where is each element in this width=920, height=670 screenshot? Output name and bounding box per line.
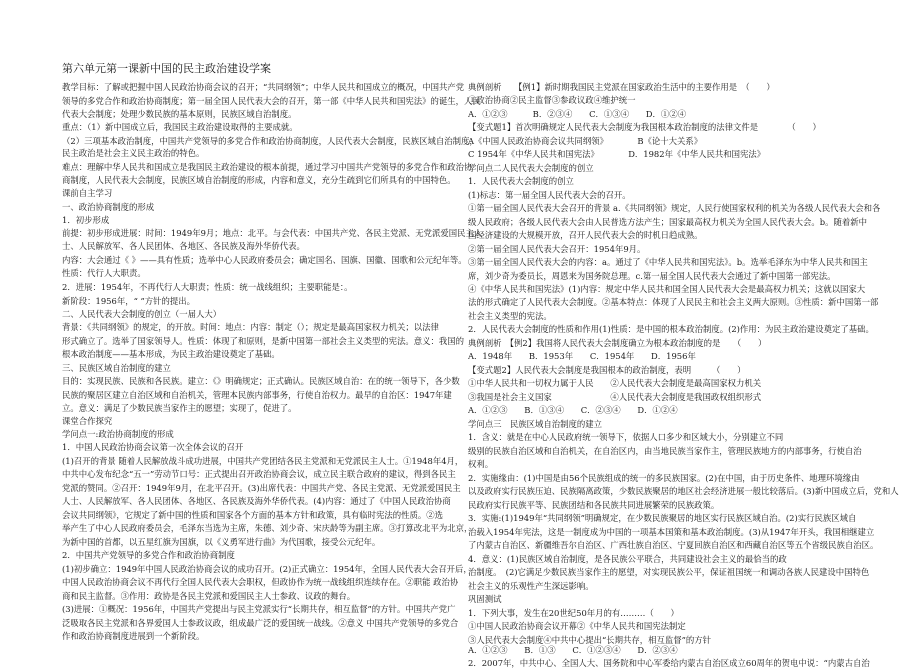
text-line: 形式确立了。选举了国家领导人。性质：体现了和原则，是新中国第一部社会主义类型的宪法。意义：我国的 bbox=[62, 336, 464, 346]
text-line: 2．中国共产党领导的多党合作和政治协商制度 bbox=[62, 550, 235, 560]
text-line: 典例剖析 【例1】新时期我国民主党派在国家政治生活中的主要作用是 （ ） bbox=[468, 82, 775, 92]
text-line: 重点：（1）新中国成立后，我国民主政治建设取得的主要成就。 bbox=[62, 122, 298, 132]
text-line: ④《中华人民共和国宪法》(1)内容：规定中华人民共和国全国人民代表大会是最高权力机关；这就以国家大 bbox=[468, 284, 866, 294]
text-line: ①政治协商②民主监督③参政议政④维护统一 bbox=[468, 95, 636, 105]
text-line: 【变式题2】人民代表大会制度是我国根本的政治制度，表明 （ ） bbox=[468, 365, 746, 375]
text-line: 治载入1954年宪法，这是一制度成为中国的一项基本国策和基本政治制度。(3)从1947年开头，我国相继建立 bbox=[468, 527, 875, 537]
text-line: C 1954年《中华人民共和国宪法》 D．1982年《中华人民共和国宪法》 bbox=[468, 149, 766, 159]
text-line: 代表大会制度；处理少数民族的基本原则，民族区域自治制度。 bbox=[62, 109, 297, 119]
text-line: ①第一届全国人民代表大会召开的背景 a.《共同纲领》规定，人民行使国家权利的机关为各级人民代表大会和各 bbox=[468, 203, 881, 213]
text-line: A．①②③ B．①③ C．①②③④ D．②③④ bbox=[468, 644, 678, 655]
text-line: 国经济建设的大规模开放，召开人民代表大会的时机日趋成熟。 bbox=[468, 230, 703, 240]
text-line: 学问点二人民代表大会制度的创立 bbox=[468, 163, 594, 173]
text-line: 商制度，人民代表大会制度，民族区域自治制度的形成，内容和意义，充分生疏到它们所具有的中国特色。 bbox=[62, 175, 456, 185]
text-line: 2．人民代表大会制度的性质和作用(1)性质：是中国的根本政治制度。(2)作用：为民主政治建设奠定了基础。 bbox=[468, 324, 874, 334]
text-line: 士、人民解放军、各人民团体、各地区、各民族及海外华侨代表。 bbox=[62, 241, 305, 251]
text-line: ③我国是社会主义国家 ④人民代表大会制度是我国政权组织形式 bbox=[468, 392, 762, 402]
text-line: 席，刘少奇为委员长，周恩来为国务院总理。c.第一届全国人民代表大会通过了新中国第一部宪法。 bbox=[468, 271, 836, 281]
text-line: 中国人民政治协商会议不再代行全国人民代表大会职权，但政协作为统一战线组织连续存在。②职能 政治协 bbox=[62, 577, 459, 587]
text-line: 商和民主监督。③作用：政协是各民主党派和爱国民主人士参政、议政的舞台。 bbox=[62, 591, 356, 601]
text-line: ③人民代表大会制度④中共中心提出“长期共存，相互监督”的方针 bbox=[468, 635, 712, 645]
text-line: 4．意义：(1)民族区域自治制度，是各民族公平联合，共同建设社会主义的最恰当的政 bbox=[468, 554, 787, 564]
text-line: 以及政府实行民族压迫、民族隔离政策，少数民族聚居的地区社会经济进展一般比较落后。(3)新中国成立后，党和人 bbox=[468, 486, 899, 496]
text-line: 2．进展：1954年，不再代行人大职责；性质：统一战线组织；主要职能是：。 bbox=[62, 282, 353, 292]
text-line: 背景：《共同纲领》的规定，的开放。时间：地点：内容：制定（）；规定是最高国家权力机关；以法律 bbox=[62, 322, 439, 332]
text-line: 治制度。 (2)它满足少数民族当家作主的愿望，对实现民族公平，保证祖国统一和调动各族人民建设中国特色 bbox=[468, 567, 870, 577]
text-line: ①中国人民政治协商会议开幕②《中华人民共和国宪法制定 bbox=[468, 621, 686, 631]
text-line: 1．下列大事，发生在20世纪50年月的有………（ ） bbox=[468, 608, 679, 618]
text-line: 了内蒙古自治区、新疆维吾尔自治区、广西壮族自治区、宁夏回族自治区和西藏自治区等五个省级民族自治区。 bbox=[468, 540, 879, 550]
text-line: 社会主义的乐观性产生深远影响。 bbox=[468, 581, 594, 591]
page-title: 第六单元第一课新中国的民主政治建设学案 bbox=[62, 62, 271, 75]
text-line: 难点：理解中华人民共和国成立是我国民主政治建设的根本前提，通过学习中国共产党领导的多党合作和政治协 bbox=[62, 162, 473, 172]
text-line: 领导的多党合作和政治协商制度；第一届全国人民代表大会的召开，第一部《中华人民共和国宪法》的诞生，人民 bbox=[62, 96, 481, 106]
text-line: 学问点一:政治协商制度的形成 bbox=[62, 429, 174, 439]
text-line: 民族的聚居区建立自治区域和自治机关，管理本民族内部事务，行使自治权力。最早的自治区：1947年建 bbox=[62, 390, 452, 400]
text-line: 巩固测试 bbox=[468, 594, 502, 604]
text-line: 级人民政府；各级人民代表大会由人民普选方法产生；国家最高权力机关为全国人民代表大会。b。随着新中 bbox=[468, 217, 867, 227]
text-line: 1．人民代表大会制度的创立 bbox=[468, 176, 574, 186]
text-line: 教学目标：了解或把握中国人民政治协商会议的召开；“共同纲领”；中华人民共和国成立的概况，中国共产党 bbox=[62, 82, 465, 92]
text-line: 二、人民代表大会制度的创立（一届人大） bbox=[62, 309, 222, 319]
text-line: 2．实施缘由：(1)中国是由56个民族组成的统一的多民族国家。(2)在中国，由于历史条件、地理环境缘由 bbox=[468, 473, 860, 483]
text-line: 【变式题1】首次明确规定人民代表大会制度为我国根本政治制度的法律文件是 （ ） bbox=[468, 122, 821, 132]
text-line: 根本政治制度——基本形成，为民主政治建设奠定了基础。 bbox=[62, 349, 280, 359]
text-line: 级别的民族自治区域和自治机关，在自治区内，由当地民族当家作主，管理民族地方的内部事务，行使自治 bbox=[468, 446, 862, 456]
text-line: (1)标志：第一届全国人民代表大会的召开。 bbox=[468, 190, 631, 200]
text-line: ②第一届全国人民代表大会召开：1954年9月。 bbox=[468, 244, 646, 254]
text-line: 课堂合作探究 bbox=[62, 416, 113, 426]
text-line: 人士、人民解放军、各人民团体、各地区、各民族及海外华侨代表。(4)内容：通过了《中国人民政治协商 bbox=[62, 496, 451, 506]
text-line: 民政府实行民族平等、民族团结和各民族共同进展繁荣的民族政策。 bbox=[468, 500, 720, 510]
text-line: 作和政治协商制度进展到一个新阶段。 bbox=[62, 631, 205, 641]
text-line: 1．中国人民政治协商会议第一次全体会议的召开 bbox=[62, 442, 244, 452]
right-column bbox=[468, 0, 899, 669]
text-line: 党派的赞同。②召开：1949年9月，在北平召开。(3)出席代表：中国共产党、各民主党派、无党派爱国民主 bbox=[62, 483, 461, 493]
text-line: 为新中国的首都，以五星红旗为国旗，以《义勇军进行曲》为代国歌，接受公元纪年。 bbox=[62, 537, 381, 547]
text-line: 目的：实现民族、民族和各民族。建立：《》明确规定；正式确认。民族区域自治：在的统一领导下，各少数 bbox=[62, 376, 460, 386]
text-line: 举产生了中心人民政府委员会，毛泽东当选为主席，朱德、刘少奇、宋庆龄等为副主席。③打算改北平为北京， bbox=[62, 523, 473, 533]
text-line: A．1948年 B．1953年 C．1954年 D．1956年 bbox=[468, 351, 696, 361]
text-line: 民主政治是社会主义民主政治的特色。 bbox=[62, 148, 205, 158]
text-line: 立。意义：满足了少数民族当家作主的愿望；实现了，促进了。 bbox=[62, 403, 297, 413]
text-line: 权利。 bbox=[468, 459, 494, 469]
text-line: ③第一届全国人民代表大会的内容：a。通过了《中华人民共和国宪法》。b。选举毛泽东为中华人民共和国主 bbox=[468, 257, 868, 267]
text-line: 3．实施:(1)1949年“共同纲领”明确规定，在少数民族聚居的地区实行民族区域自治。(2)实行民族区域自 bbox=[468, 513, 857, 523]
text-line: 性质：代行人大职责。 bbox=[62, 268, 146, 278]
text-line: 中共中心发布纪念“五一”劳动节口号：正式提出召开政治协商会议，成立民主联合政府的建议，得到各民主 bbox=[62, 469, 456, 479]
text-line: 三、民族区域自治制度的建立 bbox=[62, 363, 171, 373]
text-line: 内容：大会通过《 》——具有性质；选举中心人民政府委员会；确定国名、国旗、国徽、国歌和公元纪年等。 bbox=[62, 255, 467, 265]
text-line: （2）三项基本政治制度，中国共产党领导的多党合作和政治协商制度，人民代表大会制度，民族区域自治制度， bbox=[62, 136, 478, 146]
text-line: A《中国人民政治协商会议共同纲领》 B《论十大关系》 bbox=[468, 136, 703, 146]
text-line: (1)召开的背景 随着人民解放战斗成功进展，中国共产党团结各民主党派和无党派民主人士。①1948年4月， bbox=[62, 456, 464, 466]
text-line: 学问点三 民族区域自治制度的建立 bbox=[468, 419, 602, 429]
text-line: 会议共同纲领》，它规定了新中国的性质和国家各个方面的基本方针和政策，具有临时宪法的性质。②选 bbox=[62, 510, 444, 520]
text-line: 1．含义：就是在中心人民政府统一领导下，依据人口多少和区域大小，分别建立不同 bbox=[468, 432, 784, 442]
text-line: 泛吸取各民主党派和各界爱国人士参政议政，组成最广泛的爱国统一战线。②意义 中国共产党领导的多党合 bbox=[62, 618, 459, 628]
text-line: 2．2007年，中共中心、全国人大、国务院和中心军委给内蒙古自治区成立60周年的贺电中说：“内蒙古自治 bbox=[468, 658, 870, 669]
text-line: (3)进展：①概况：1956年，中国共产党提出与民主党派实行“长期共存，相互监督”的方针。中国共产党广 bbox=[62, 604, 456, 614]
text-line: ①中华人民共和一切权力属于人民 ②人民代表大会制度是最高国家权力机关 bbox=[468, 378, 762, 388]
text-line: 典例剖析 【例2】我国将人民代表大会制度确立为根本政治制度的是 （ ） bbox=[468, 338, 767, 348]
text-line: 法的形式确定了人民代表大会制度。②基本特点：体现了人民民主和社会主义两大原则。③性质：新中国第一部 bbox=[468, 297, 879, 307]
text-line: A．①②③ B．①③④ C．②③④ D．①②④ bbox=[468, 405, 678, 415]
text-line: 前提：初步形成进展：时间：1949年9月；地点：北平。与会代表：中国共产党、各民主党派、无党派爱国民主人 bbox=[62, 228, 483, 238]
text-line: 社会主义类型的宪法。 bbox=[468, 311, 552, 321]
text-line: 一、政治协商制度的形成 bbox=[62, 202, 155, 212]
text-line: (1)初步确立：1949年中国人民政治协商会议的成功召开。(2)正式确立：1954年，全国人民代表大会召开后， bbox=[62, 564, 472, 574]
text-line: A．①②③ B．②③④ C．①③④ D．①②④ bbox=[468, 109, 686, 119]
text-line: 新阶段：1956年，“ ”方针的提出。 bbox=[62, 296, 196, 306]
text-line: 课前自主学习 bbox=[62, 188, 113, 198]
text-line: 1．初步形成 bbox=[62, 215, 110, 225]
